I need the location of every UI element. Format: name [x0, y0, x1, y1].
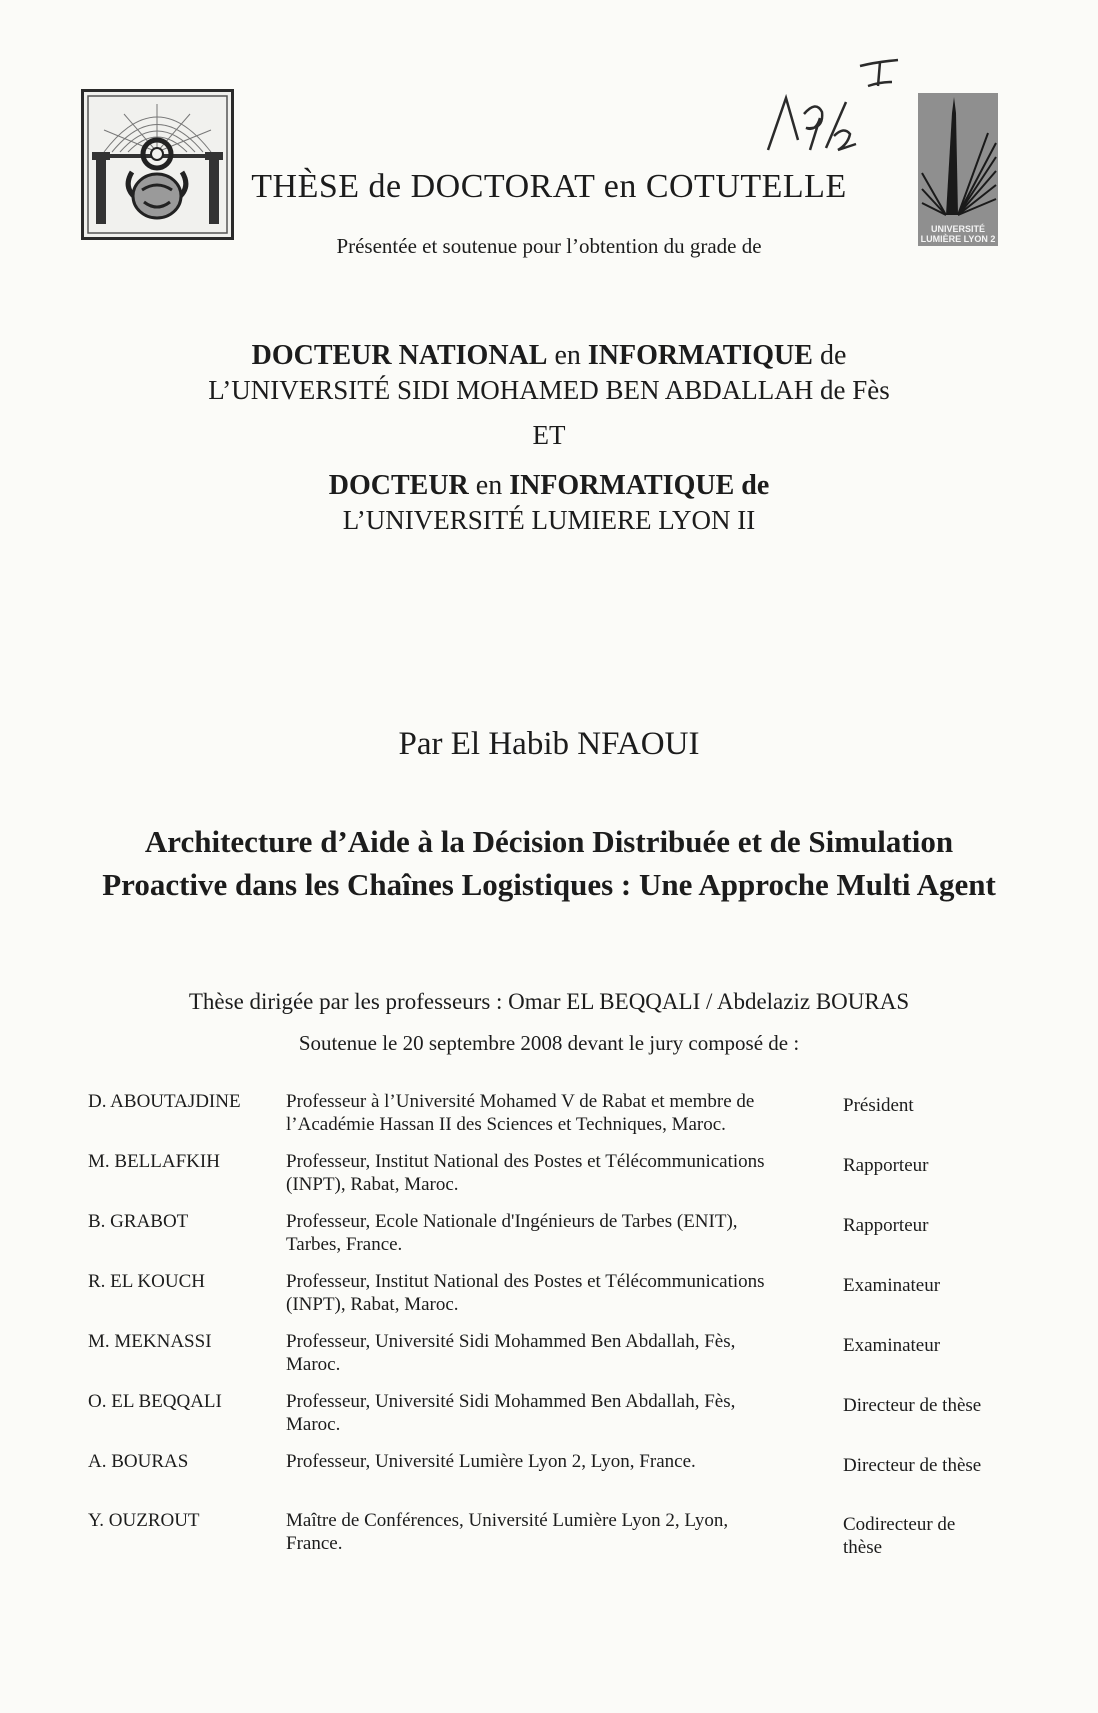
affiliation-line: Professeur à l’Université Mohamed V de Rabat et membre de	[286, 1091, 755, 1112]
jury-member-affiliation	[286, 1150, 836, 1196]
left-university-emblem	[81, 89, 234, 240]
handwritten-annotation	[764, 52, 914, 152]
affiliation-line: Maroc.	[286, 1354, 341, 1375]
affiliation-line: l’Académie Hassan II des Sciences et Techniques, Maroc.	[286, 1114, 726, 1135]
jury-member-role: Examinateur	[843, 1335, 941, 1356]
conjunction-et: ET	[532, 420, 566, 450]
jury-member-name: Y. OUZROUT	[88, 1510, 200, 1531]
author-line: Par El Habib NFAOUI	[398, 726, 700, 762]
jury-row	[88, 1509, 1018, 1569]
jury-member-role: Rapporteur	[843, 1155, 929, 1176]
jury-member-role: Rapporteur	[843, 1215, 929, 1236]
affiliation-line: Professeur, Université Sidi Mohammed Ben Abdallah, Fès,	[286, 1331, 736, 1352]
jury-member-role: Directeur de thèse	[843, 1455, 982, 1476]
jury-member-name: R. EL KOUCH	[88, 1271, 205, 1292]
jury-member-name: O. EL BEQQALI	[88, 1391, 222, 1412]
emblem-drawing	[84, 92, 231, 237]
jury-member-affiliation	[286, 1330, 836, 1376]
affiliation-line: Maître de Conférences, Université Lumière Lyon 2, Lyon,	[286, 1510, 729, 1531]
jury-row	[88, 1210, 1018, 1270]
affiliation-line: France.	[286, 1533, 343, 1554]
jury-member-role: Président	[843, 1095, 914, 1116]
jury-row	[88, 1330, 1018, 1390]
document-type-title: THÈSE de DOCTORAT en COTUTELLE	[251, 168, 847, 205]
affiliation-line: Professeur, Université Lumière Lyon 2, Lyon, France.	[286, 1451, 696, 1472]
jury-list	[88, 1090, 1018, 1569]
jury-member-affiliation	[286, 1210, 836, 1256]
affiliation-line: Professeur, Université Sidi Mohammed Ben Abdallah, Fès,	[286, 1391, 736, 1412]
affiliation-line: Professeur, Ecole Nationale d'Ingénieurs de Tarbes (ENIT),	[286, 1211, 738, 1232]
jury-row	[88, 1150, 1018, 1210]
degree-2-en: en	[468, 470, 510, 501]
degree-2-field: INFORMATIQUE de	[509, 470, 770, 501]
degree-line-2	[0, 470, 1098, 502]
jury-member-affiliation	[286, 1509, 836, 1555]
affiliation-line: Maroc.	[286, 1414, 341, 1435]
degree-1-en: en	[547, 340, 588, 371]
affiliation-line: (INPT), Rabat, Maroc.	[286, 1294, 459, 1315]
jury-row	[88, 1270, 1018, 1330]
jury-member-affiliation	[286, 1270, 836, 1316]
degree-2-name: DOCTEUR	[328, 470, 469, 501]
jury-member-name: M. MEKNASSI	[88, 1331, 212, 1352]
jury-member-role: Directeur de thèse	[843, 1395, 982, 1416]
jury-member-name: A. BOURAS	[88, 1451, 189, 1472]
presented-for-line: Présentée et soutenue pour l’obtention du grade de	[336, 234, 762, 258]
jury-member-role: Examinateur	[843, 1275, 941, 1296]
degree-1-de: de	[812, 340, 847, 371]
university-line-1: L’UNIVERSITÉ SIDI MOHAMED BEN ABDALLAH de Fès	[208, 375, 890, 405]
jury-row	[88, 1390, 1018, 1450]
degree-line-1	[0, 340, 1098, 372]
university-line-2: L’UNIVERSITÉ LUMIERE LYON II	[342, 505, 756, 535]
degree-1-field: INFORMATIQUE	[587, 340, 813, 371]
jury-row	[88, 1450, 1018, 1509]
jury-row	[88, 1090, 1018, 1150]
jury-member-affiliation	[286, 1450, 836, 1473]
jury-member-affiliation	[286, 1390, 836, 1436]
supervisors-line: Thèse dirigée par les professeurs : Omar EL BEQQALI / Abdelaziz BOURAS	[188, 989, 910, 1014]
jury-member-affiliation	[286, 1090, 836, 1136]
defense-date-line: Soutenue le 20 septembre 2008 devant le jury composé de :	[298, 1031, 800, 1055]
affiliation-line: Professeur, Institut National des Postes et Télécommunications	[286, 1151, 765, 1172]
affiliation-line: Professeur, Institut National des Postes et Télécommunications	[286, 1271, 765, 1292]
right-logo-label: UNIVERSITÉ LUMIÈRE LYON 2	[920, 224, 996, 244]
thesis-title: Architecture d’Aide à la Décision Distribuée et de Simulation Proactive dans les Chaînes Logistiques : Une Approche Multi Agent	[102, 824, 996, 902]
jury-member-name: D. ABOUTAJDINE	[88, 1091, 241, 1112]
affiliation-line: Tarbes, France.	[286, 1234, 403, 1255]
jury-member-name: B. GRABOT	[88, 1211, 189, 1232]
jury-member-role: Codirecteur de thèse	[843, 1514, 956, 1558]
degree-1-name: DOCTEUR NATIONAL	[251, 340, 548, 371]
jury-member-name: M. BELLAFKIH	[88, 1151, 220, 1172]
affiliation-line: (INPT), Rabat, Maroc.	[286, 1174, 459, 1195]
